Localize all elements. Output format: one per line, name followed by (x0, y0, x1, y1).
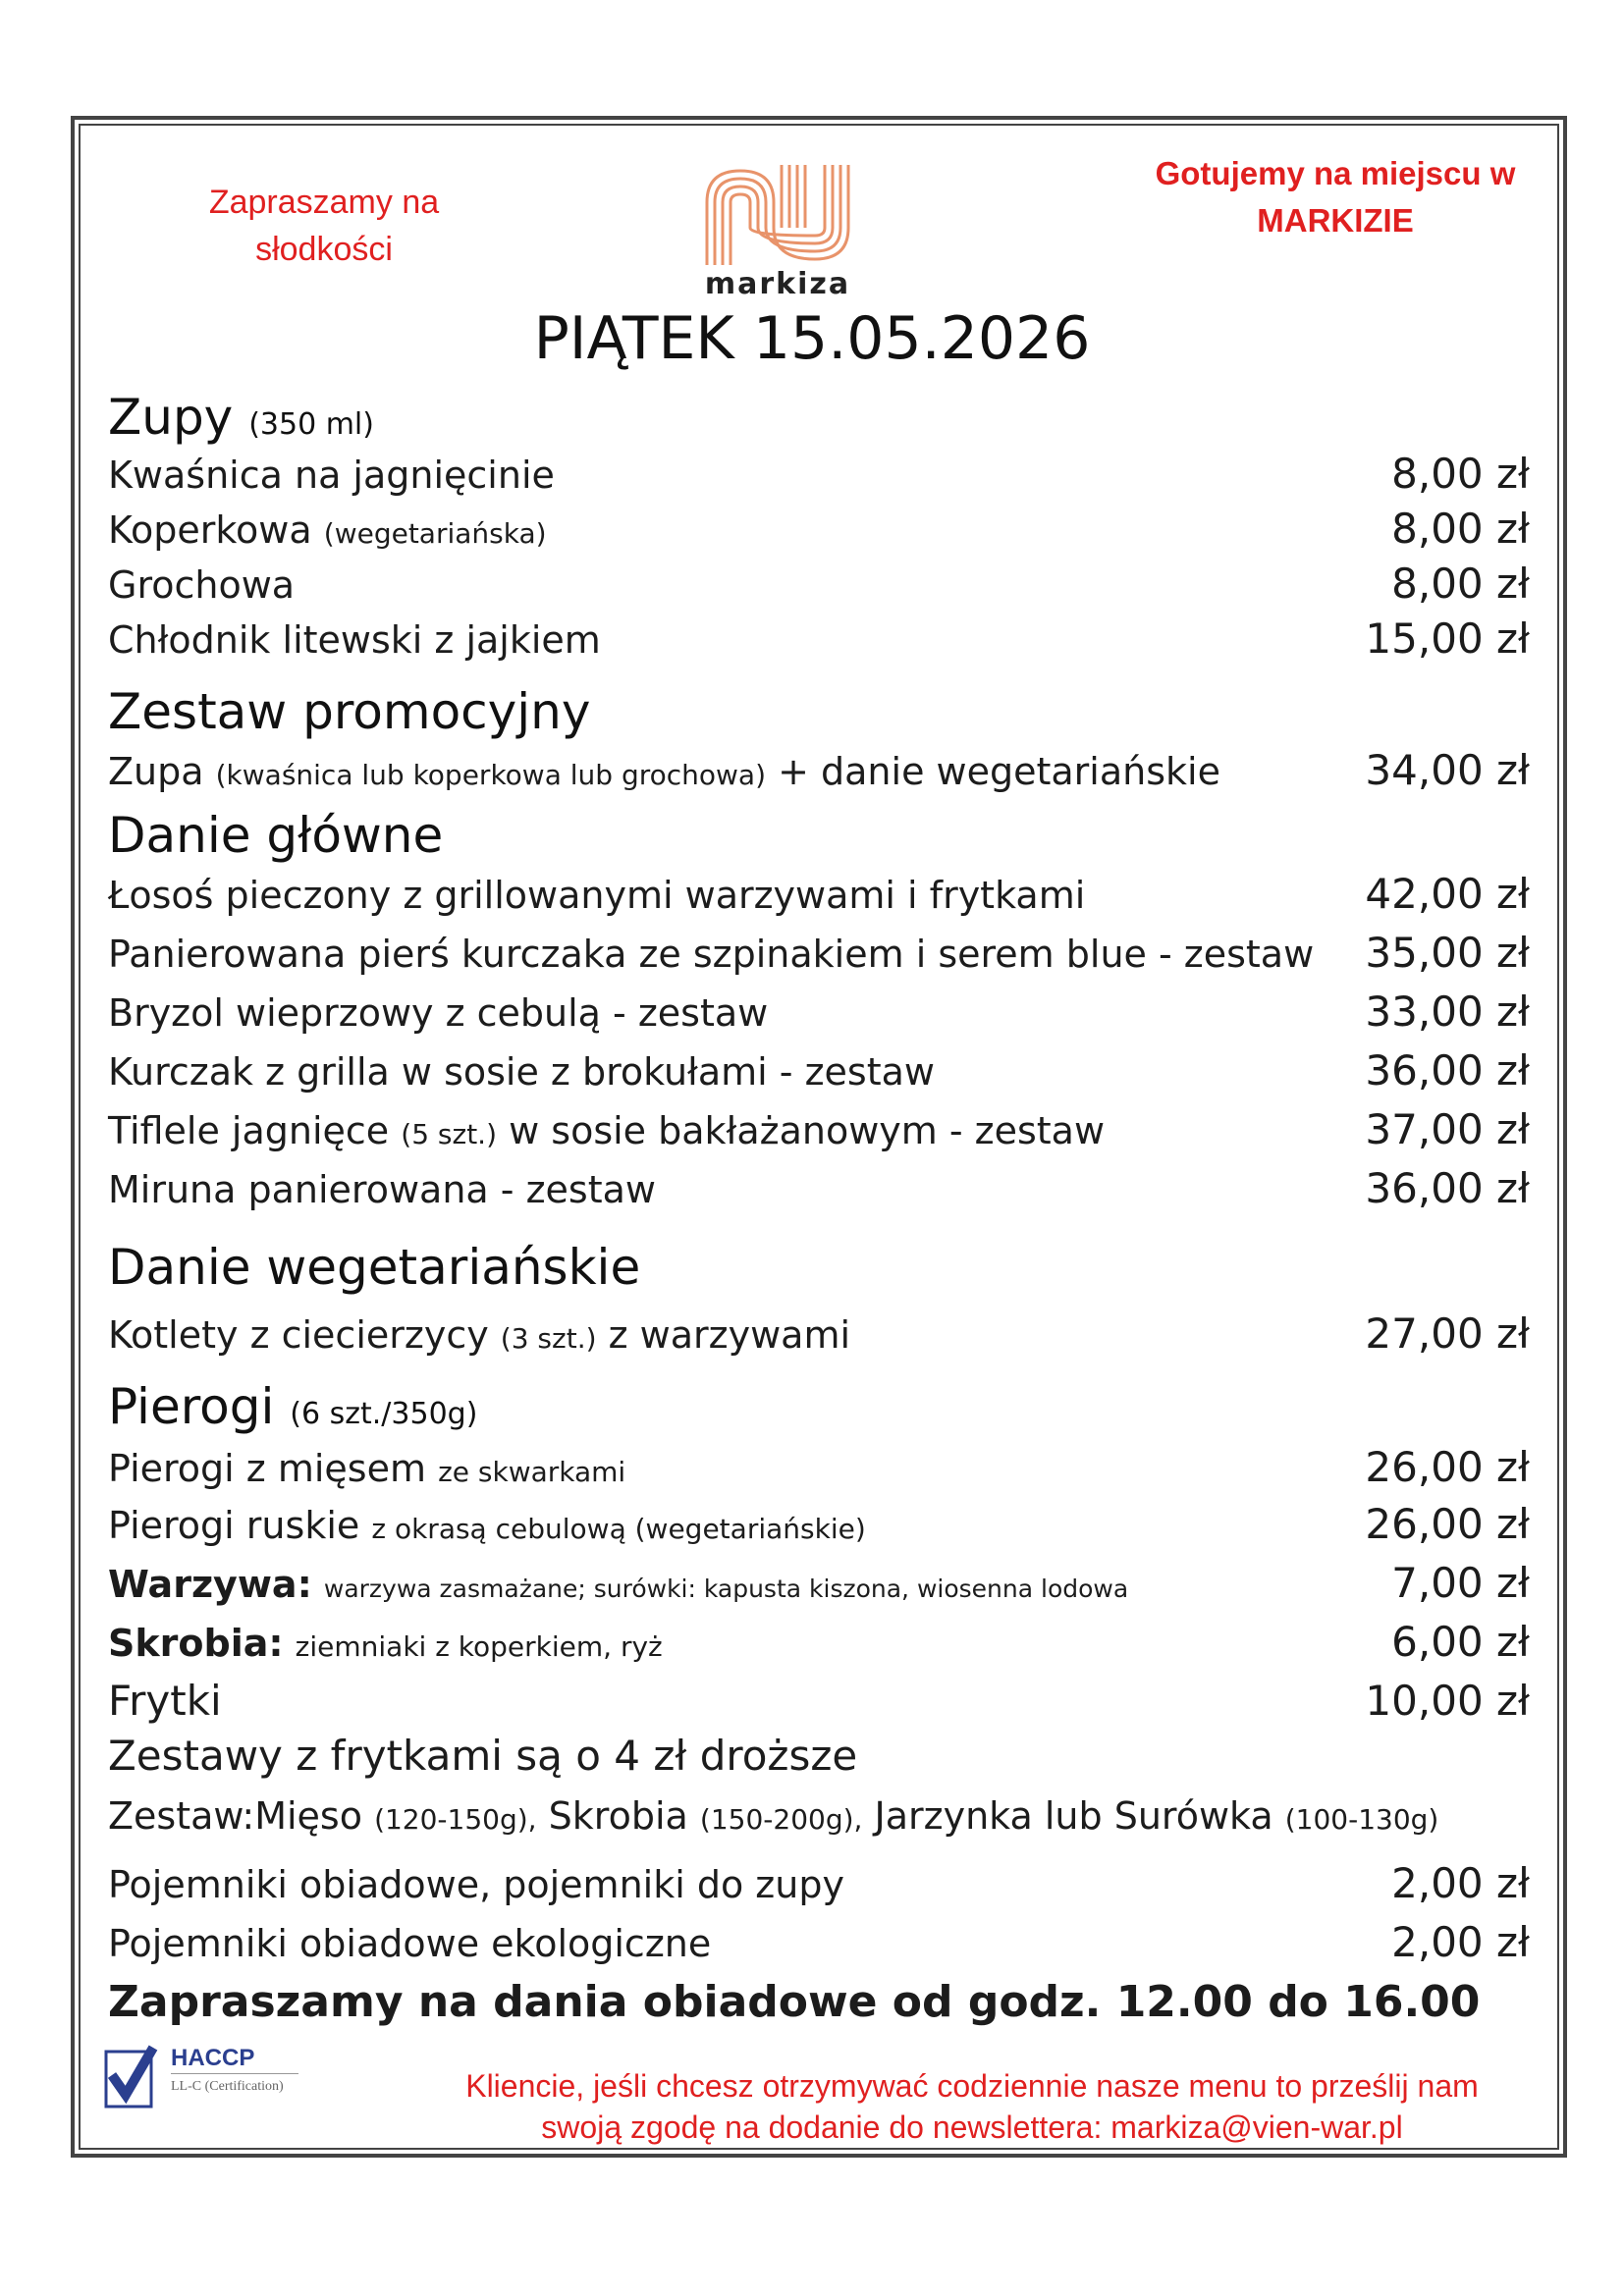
menu-item (108, 1859, 1530, 1907)
logo-wordmark: markiza (704, 267, 851, 301)
menu-item (108, 450, 1530, 498)
promo-heading: Zestaw promocyjny (108, 683, 591, 740)
item-name: Łosoś pieczony z grillowanymi warzywami i frytkami (108, 874, 1086, 917)
item-name: Koperkowa (108, 508, 312, 552)
opening-hours: Zapraszamy na dania obiadowe od godz. 12.00 do 16.00 (108, 1977, 1481, 2027)
item-price: 36,00 zł (1365, 1046, 1530, 1095)
item-note: z okrasą cebulową (wegetariańskie) (371, 1513, 866, 1545)
menu-item (108, 1443, 1530, 1491)
item-note: (kwaśnica lub koperkowa lub grochowa) (215, 759, 767, 791)
set-weight: (120-150g), (374, 1803, 537, 1836)
item-price: 8,00 zł (1391, 560, 1530, 608)
menu-item (108, 1618, 1530, 1666)
cooking-note: Gotujemy na miejscu w MARKIZIE (1155, 155, 1516, 239)
newsletter-line: swoją zgodę na dodanie do newslettera: markiza@vien-war.pl (541, 2109, 1403, 2145)
item-price: 42,00 zł (1365, 870, 1530, 918)
item-name: Pierogi ruskie (108, 1504, 360, 1547)
item-note: (5 szt.) (401, 1118, 498, 1150)
item-name-cont: w sosie bakłażanowym - zestaw (509, 1109, 1106, 1152)
menu-item (108, 1046, 1530, 1095)
item-name-cont: + danie wegetariańskie (778, 750, 1220, 793)
item-name: Bryzol wieprzowy z cebulą - zestaw (108, 991, 769, 1035)
set-part: Jarzynka lub Surówka (874, 1794, 1273, 1838)
item-name: Warzywa: (108, 1563, 312, 1606)
haccp-label: HACCP (171, 2045, 255, 2071)
item-note: warzywa zasmażane; surówki: kapusta kiszona, wiosenna lodowa (323, 1575, 1129, 1603)
item-note: ze skwarkami (438, 1456, 626, 1488)
item-name: Pojemniki obiadowe, pojemniki do zupy (108, 1863, 844, 1906)
menu-item (108, 870, 1530, 918)
item-price: 36,00 zł (1365, 1164, 1530, 1212)
item-price: 33,00 zł (1365, 988, 1530, 1036)
menu-item (108, 560, 1530, 608)
item-price: 15,00 zł (1365, 614, 1530, 663)
menu-item (108, 1677, 1530, 1725)
soups-volume: (350 ml) (248, 407, 374, 442)
item-name: Panierowana pierś kurczaka ze szpinakiem i serem blue - zestaw (108, 933, 1315, 976)
item-price: 27,00 zł (1365, 1309, 1530, 1358)
item-name: Pojemniki obiadowe ekologiczne (108, 1922, 712, 1965)
soups-title: Zupy (108, 389, 234, 446)
item-price: 2,00 zł (1391, 1918, 1530, 1966)
sweets-note: Zapraszamy na słodkości (208, 184, 440, 268)
item-price: 35,00 zł (1365, 929, 1530, 977)
pierogi-heading (108, 1378, 477, 1435)
item-price: 8,00 zł (1391, 450, 1530, 498)
item-price: 6,00 zł (1391, 1618, 1530, 1666)
item-note: ziemniaki z koperkiem, ryż (295, 1630, 663, 1663)
item-note: (wegetariańska) (323, 517, 547, 550)
item-price: 26,00 zł (1365, 1500, 1530, 1548)
set-part: Zestaw:Mięso (108, 1794, 362, 1838)
haccp-certification: LL-C (Certification) (171, 2079, 284, 2094)
menu-item (108, 1918, 1530, 1966)
fries-surcharge-note: Zestawy z frytkami są o 4 zł droższe (108, 1732, 858, 1780)
item-price: 2,00 zł (1391, 1859, 1530, 1907)
menu-item (108, 929, 1530, 977)
item-name: Pierogi z mięsem (108, 1447, 426, 1490)
set-composition (108, 1794, 1438, 1838)
item-price: 37,00 zł (1365, 1105, 1530, 1153)
item-name: Kurczak z grilla w sosie z brokułami - zestaw (108, 1050, 935, 1094)
item-name: Grochowa (108, 563, 296, 607)
menu-item (108, 1559, 1530, 1607)
item-price: 8,00 zł (1391, 505, 1530, 553)
item-price: 10,00 zł (1365, 1677, 1530, 1725)
page-title: PIĄTEK 15.05.2026 (533, 304, 1091, 373)
menu-item (108, 988, 1530, 1036)
set-part: Skrobia (548, 1794, 688, 1838)
item-name: Frytki (108, 1677, 222, 1725)
menu-item (108, 1105, 1530, 1153)
menu-item (108, 505, 1530, 553)
soups-heading (108, 389, 374, 446)
item-name-cont: z warzywami (608, 1313, 851, 1357)
menu-item (108, 1500, 1530, 1548)
pierogi-portion: (6 szt./350g) (290, 1397, 478, 1431)
item-price: 26,00 zł (1365, 1443, 1530, 1491)
vegetarian-heading: Danie wegetariańskie (108, 1239, 641, 1296)
menu-item (108, 614, 1530, 663)
haccp-divider (171, 2073, 298, 2074)
set-weight: (100-130g) (1284, 1803, 1439, 1836)
item-name: Skrobia: (108, 1622, 284, 1665)
item-price: 7,00 zł (1391, 1559, 1530, 1607)
newsletter-line: Kliencie, jeśli chcesz otrzymywać codziennie nasze menu to prześlij nam (465, 2068, 1479, 2104)
newsletter-note (422, 2065, 1522, 2148)
item-name: Miruna panierowana - zestaw (108, 1168, 656, 1211)
item-name: Chłodnik litewski z jajkiem (108, 618, 601, 662)
pierogi-title: Pierogi (108, 1378, 275, 1435)
mains-heading: Danie główne (108, 807, 444, 864)
markiza-logo-icon (699, 163, 856, 267)
item-note: (3 szt.) (500, 1322, 597, 1355)
item-name: Kwaśnica na jagnięcinie (108, 454, 555, 497)
menu-item (108, 1309, 1530, 1358)
item-name: Kotlety z ciecierzycy (108, 1313, 489, 1357)
menu-item (108, 1164, 1530, 1212)
set-weight: (150-200g), (699, 1803, 863, 1836)
item-price: 34,00 zł (1365, 746, 1530, 794)
item-name: Tiflele jagnięce (108, 1109, 390, 1152)
menu-item (108, 746, 1530, 794)
item-name: Zupa (108, 750, 204, 793)
